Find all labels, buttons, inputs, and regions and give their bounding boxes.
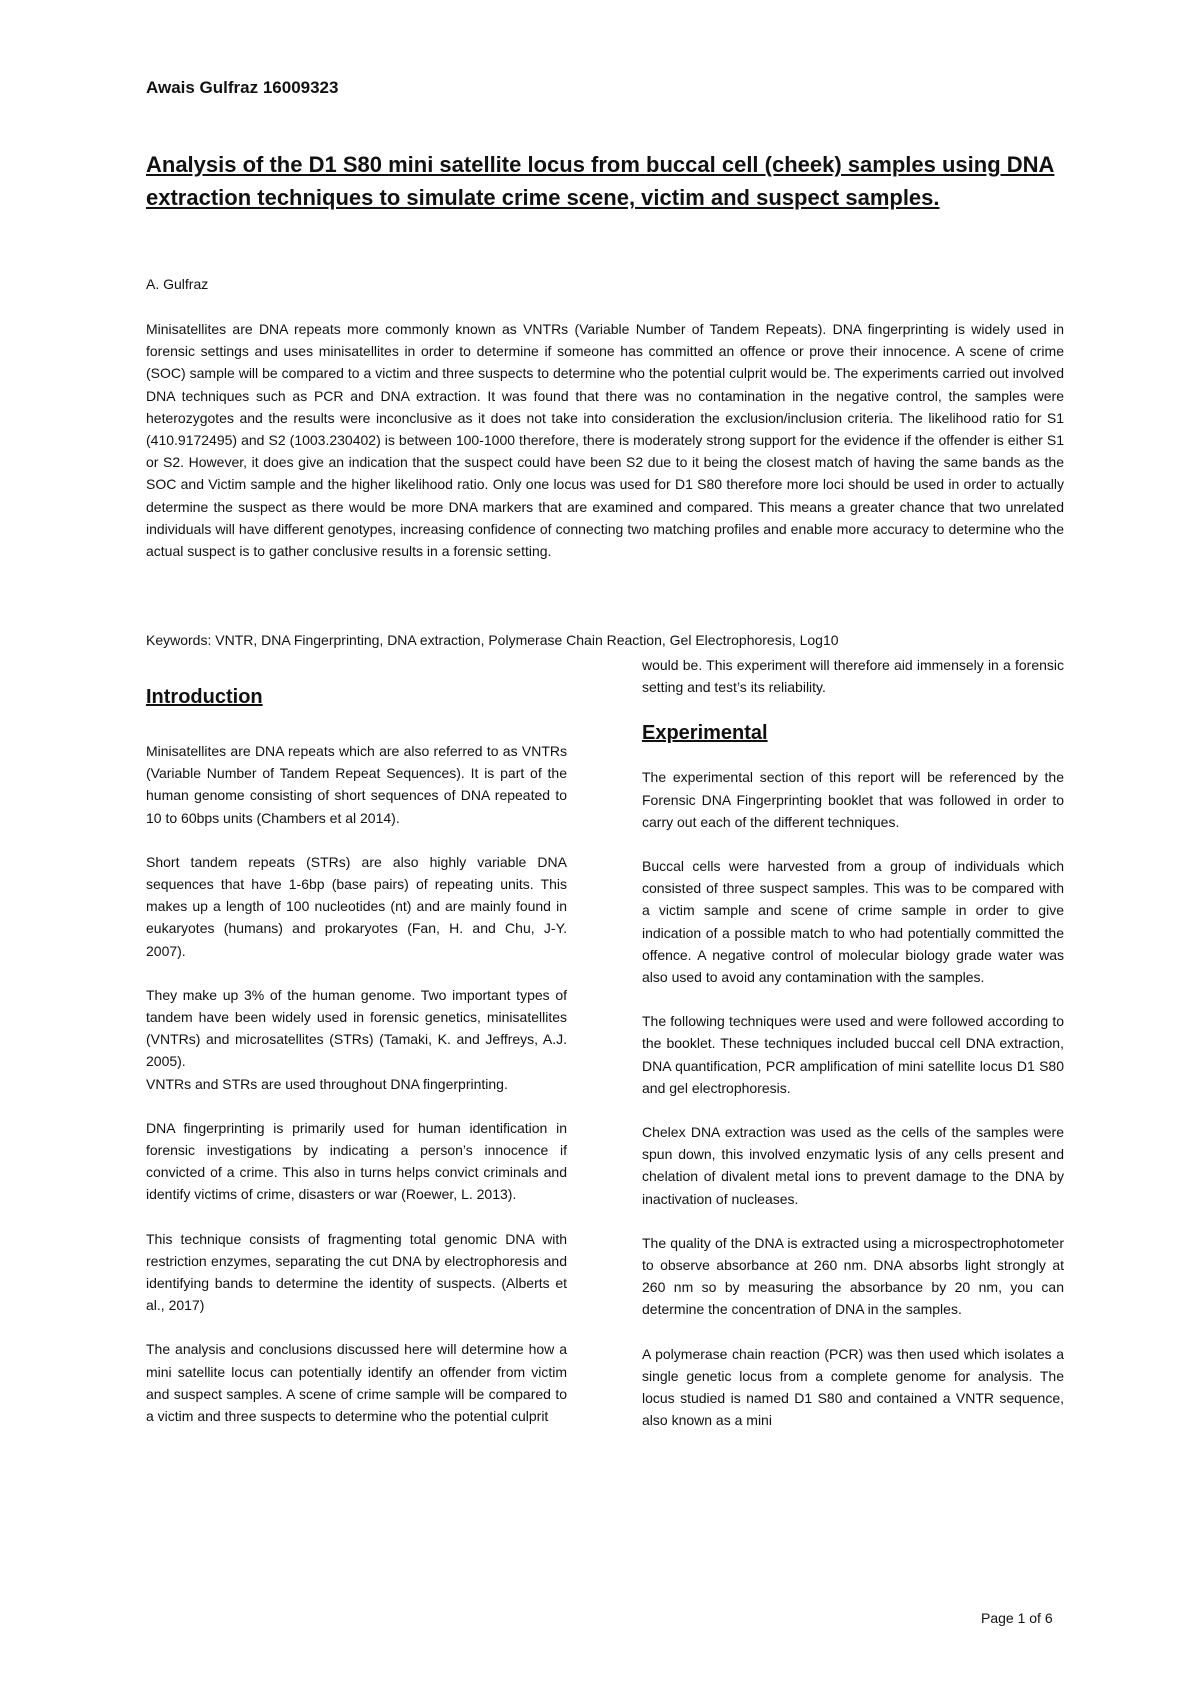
intro-paragraph: They make up 3% of the human genome. Two important types of tandem have been widely used in forensic genetics, minisatellites (VNTRs) and microsatellites (STRs) (Tamaki, K. and Jeffreys, A.J. 2005). [146, 986, 567, 1070]
introduction-heading: Introduction [146, 686, 263, 708]
paper-title: Analysis of the D1 S80 mini satellite locus from buccal cell (cheek) samples using DNA extraction techniques to simulate crime scene, victim and suspect samples. [146, 152, 1055, 210]
abstract: Minisatellites are DNA repeats more commonly known as VNTRs (Variable Number of Tandem Repeats). DNA fingerprinting is widely used in forensic settings and uses minisatellites in order to determine if someone has committed an offence or prove their innocence. A scene of crime (SOC) sample will be compared to a victim and three suspects to determine who the potential culprit would be. The experiments carried out involved DNA techniques such as PCR and DNA extraction. It was found that there was no contamination in the negative control, the samples were heterozygotes and the results were inconclusive as it does not take into consideration the exclusion/inclusion criteria. The likelihood ratio for S1 (410.9172495) and S2 (1003.230402) is between 100-1000 therefore, there is moderately strong support for the evidence if the offender is either S1 or S2. However, it does give an indication that the suspect could have been S2 due to it being the closest match of having the same bands as the SOC and Victim sample and the higher likelihood ratio. Only one locus was used for D1 S80 therefore more loci should be used in order to actually determine the suspect as there would be more DNA markers that are examined and compared. This means a greater chance that two unrelated individuals will have different genotypes, increasing confidence of connecting two matching profiles and enable more accuracy to determine who the actual suspect is to gather conclusive results in a forensic setting. [146, 321, 1064, 560]
experimental-paragraph: Chelex DNA extraction was used as the cells of the samples were spun down, this involved enzymatic lysis of any cells present and chelation of divalent metal ions to prevent damage to the DNA by inactivation of nucleases. [642, 1124, 1064, 1207]
intro-continuation: would be. This experiment will therefore aid immensely in a forensic setting and test’s its reliability. [642, 657, 1064, 696]
author-header: Awais Gulfraz 16009323 [146, 78, 339, 97]
intro-paragraph: VNTRs and STRs are used throughout DNA fingerprinting. [146, 1075, 508, 1092]
page-number: Page 1 of 6 [981, 1610, 1053, 1626]
author-byline: A. Gulfraz [146, 276, 209, 292]
experimental-heading: Experimental [642, 722, 768, 745]
intro-paragraph: This technique consists of fragmenting total genomic DNA with restriction enzymes, separating the cut DNA by electrophoresis and identifying bands to determine the identity of suspects. (Alberts et al., 2017) [146, 1230, 567, 1314]
experimental-paragraph: A polymerase chain reaction (PCR) was then used which isolates a single genetic locus from a complete genome for analysis. The locus studied is named D1 S80 and contained a VNTR sequence, also known as a mini [642, 1345, 1064, 1429]
experimental-paragraph: The following techniques were used and were followed according to the booklet. These techniques included buccal cell DNA extraction, DNA quantification, PCR amplification of mini satellite locus D1 S80 and gel electrophoresis. [642, 1013, 1064, 1096]
intro-paragraph: Minisatellites are DNA repeats which are also referred to as VNTRs (Variable Number of Tandem Repeat Sequences). It is part of the human genome consisting of short sequences of DNA repeated to 10 to 60bps units (Chambers et al 2014). [146, 743, 567, 826]
intro-paragraph: The analysis and conclusions discussed here will determine how a mini satellite locus can potentially identify an offender from victim and suspect samples. A scene of crime sample will be compared to a victim and three suspects to determine who the potential culprit [146, 1341, 567, 1425]
right-column [642, 654, 1064, 1453]
experimental-paragraph: The experimental section of this report will be referenced by the Forensic DNA Fingerprinting booklet that was followed in order to carry out each of the different techniques. [642, 769, 1064, 830]
experimental-paragraph: Buccal cells were harvested from a group of individuals which consisted of three suspect samples. This was to be compared with a victim sample and scene of crime sample in order to give indication of a possible match to who had potentially committed the offence. A negative control of molecular biology grade water was also used to avoid any contamination with the samples. [642, 858, 1064, 986]
intro-paragraph: DNA fingerprinting is primarily used for human identification in forensic investigations by indicating a person’s innocence if convicted of a crime. This also in turns helps convict criminals and identify victims of crime, disasters or war (Roewer, L. 2013). [146, 1119, 567, 1203]
intro-paragraph: Short tandem repeats (STRs) are also highly variable DNA sequences that have 1-6bp (base pairs) of repeating units. This makes up a length of 100 nucleotides (nt) and are mainly found in eukaryotes (humans) and prokaryotes (Fan, H. and Chu, J-Y. 2007). [146, 853, 567, 959]
experimental-paragraph: The quality of the DNA is extracted using a microspectrophotometer to observe absorbance at 260 nm. DNA absorbs light strongly at 260 nm so by measuring the absorbance by 20 nm, you can determine the concentration of DNA in the samples. [642, 1234, 1064, 1318]
keywords: Keywords: VNTR, DNA Fingerprinting, DNA extraction, Polymerase Chain Reaction, Gel Electrophoresis, Log10 [146, 632, 839, 648]
left-column [146, 680, 567, 1449]
